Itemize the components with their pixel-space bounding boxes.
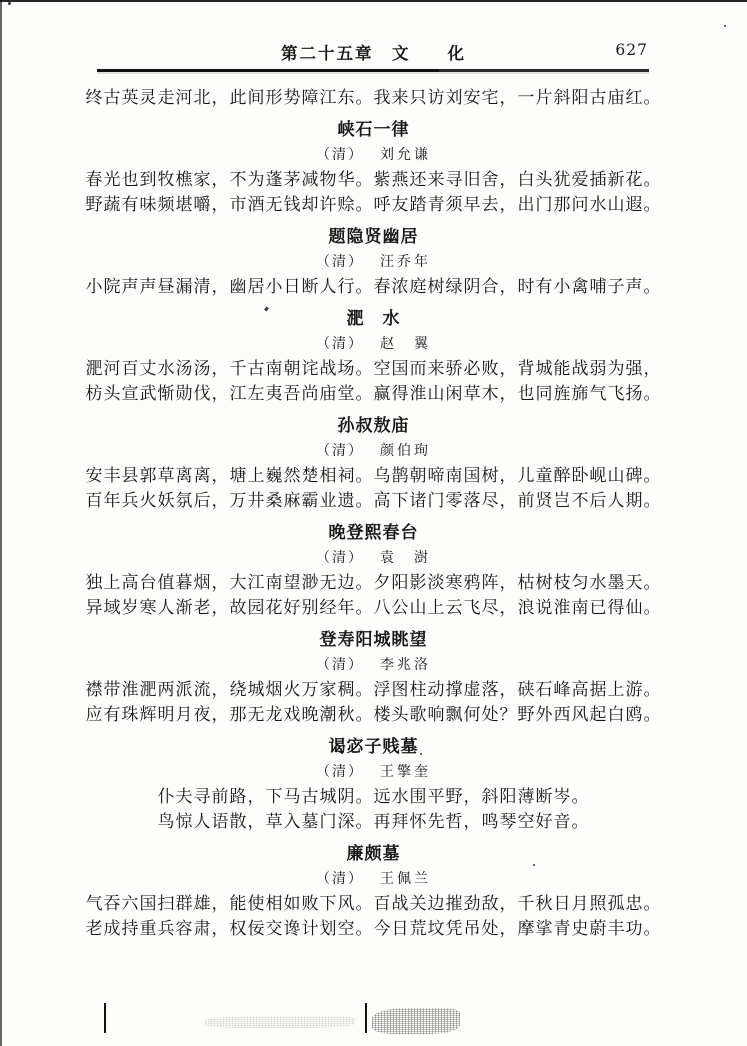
poem-author-line [50,251,697,273]
poem-dynasty: （清） [316,254,364,270]
poem-author: 李兆洛 [380,657,431,673]
poem-author-line [50,761,697,783]
poem-author-line [50,547,697,569]
poem-author: 王佩兰 [380,871,431,887]
poem-title: 峡石一律 [337,120,410,140]
poem-lianpo-mu [50,843,697,942]
poem-sunshuao-miao [50,415,697,514]
poem-author: 王擎奎 [380,764,431,780]
poem-author-line [50,440,697,462]
poem-author-line [50,333,697,355]
poem-title: 淝 水 [346,309,401,329]
poem-wandeng-xichuntai [50,522,697,621]
page-number: 627 [615,41,648,59]
verse-line: 襟带淮淝两派流，绕城烟火万家稠。浮图柱动撑虚落，硖石峰高据上游。 [85,680,662,700]
scan-edge-top [0,0,747,2]
poem-deng-shouyangcheng-tiaowang [50,629,697,728]
verse-line: 独上高台值暮烟，大江南望渺无边。夕阳影淡寒鸦阵，枯树枝匀水墨天。 [85,573,662,593]
poem-author: 袁 澍 [380,550,431,566]
verse-line: 枋头宣武惭勋伐，江左夷吾尚庙堂。赢得淮山闲草木，也同旌旆气飞扬。 [85,384,662,404]
poem-author-line [50,144,697,166]
poem-title: 谒宓子贱墓 [328,737,419,757]
poem-ti-yinxian-youju [50,226,697,300]
poem-title: 孙叔敖庙 [337,416,410,436]
verse-line: 安丰县郭草离离，塘上巍然楚相祠。乌鹊朝啼南国树，儿童醉卧岘山碑。 [85,466,662,486]
poem-xiashi-yilv [50,119,697,218]
verse-line: 野蔬有味频堪嚼，市酒无钱却许赊。呼友踏青须早去，出门那问水山遐。 [85,195,662,215]
carryover-verse-line: 终古英灵走河北，此间形势障江东。我来只访刘安宅，一片斜阳古庙红。 [85,88,662,108]
scan-speck [8,2,11,5]
poem-dynasty: （清） [316,147,364,163]
verse-line: 小院声声昼漏清，幽居小日断人行。春浓庭树绿阴合，时有小禽哺子声。 [85,277,662,297]
chapter-title: 第二十五章 文 化 [281,44,466,63]
scan-tick [365,1003,367,1033]
poem-ye-mizijian-mu [50,736,697,835]
poem-dynasty: （清） [316,443,364,459]
scan-edge-left [0,0,2,1046]
poem-author: 赵 翼 [380,336,431,352]
verse-line: 气吞六国扫群雄，能使相如败下风。百战关边摧劲敌，千秋日月照孤忠。 [85,894,662,914]
poem-title: 题隐贤幽居 [328,227,419,247]
scan-noise-patch [205,1016,355,1028]
poem-feishui [50,308,697,407]
scan-tick [104,1003,106,1033]
poem-title: 登寿阳城眺望 [319,630,428,650]
poem-author: 颜伯珣 [380,443,431,459]
verse-line: 老成持重兵容肃，权佞交谗计划空。今日荒坟凭吊处，摩挲青史蔚丰功。 [85,919,662,939]
verse-line: 应有珠辉明月夜，那无龙戏晚潮秋。楼头歌响飘何处？野外西风起白鸥。 [85,705,662,725]
poem-author: 汪乔年 [380,254,431,270]
verse-line: 鸟惊人语散，草入墓门深。再拜怀先哲，鸣琴空好音。 [157,812,590,832]
scan-speck [724,25,726,27]
poem-dynasty: （清） [316,550,364,566]
poem-title: 廉颇墓 [346,844,401,864]
scan-noise-patch [372,1008,460,1034]
running-head [0,40,747,64]
verse-line: 百年兵火妖氛后，万井桑麻霸业遗。高下诸门零落尽，前贤岂不后人期。 [85,491,662,511]
verse-line: 异域岁寒人渐老，故园花好别经年。八公山上云飞尽，浪说淮南已得仙。 [85,598,662,618]
verse-line: 春光也到牧樵家，不为蓬茅减物华。紫燕还来寻旧舍，白头犹爱插新花。 [85,170,662,190]
verse-line: 淝河百丈水汤汤，千古南朝诧战场。空国而来骄必败，背城能战弱为强， [85,359,662,379]
poem-author: 刘允谦 [380,147,431,163]
page-content [50,86,697,942]
header-rule [97,69,649,72]
poem-author-line [50,654,697,676]
poem-dynasty: （清） [316,871,364,887]
poem-dynasty: （清） [316,657,364,673]
poem-title: 晚登熙春台 [328,523,419,543]
verse-line: 仆夫寻前路，下马古城阴。远水围平野，斜阳薄断岑。 [157,787,590,807]
poem-dynasty: （清） [316,764,364,780]
poem-dynasty: （清） [316,336,364,352]
poem-author-line [50,868,697,890]
